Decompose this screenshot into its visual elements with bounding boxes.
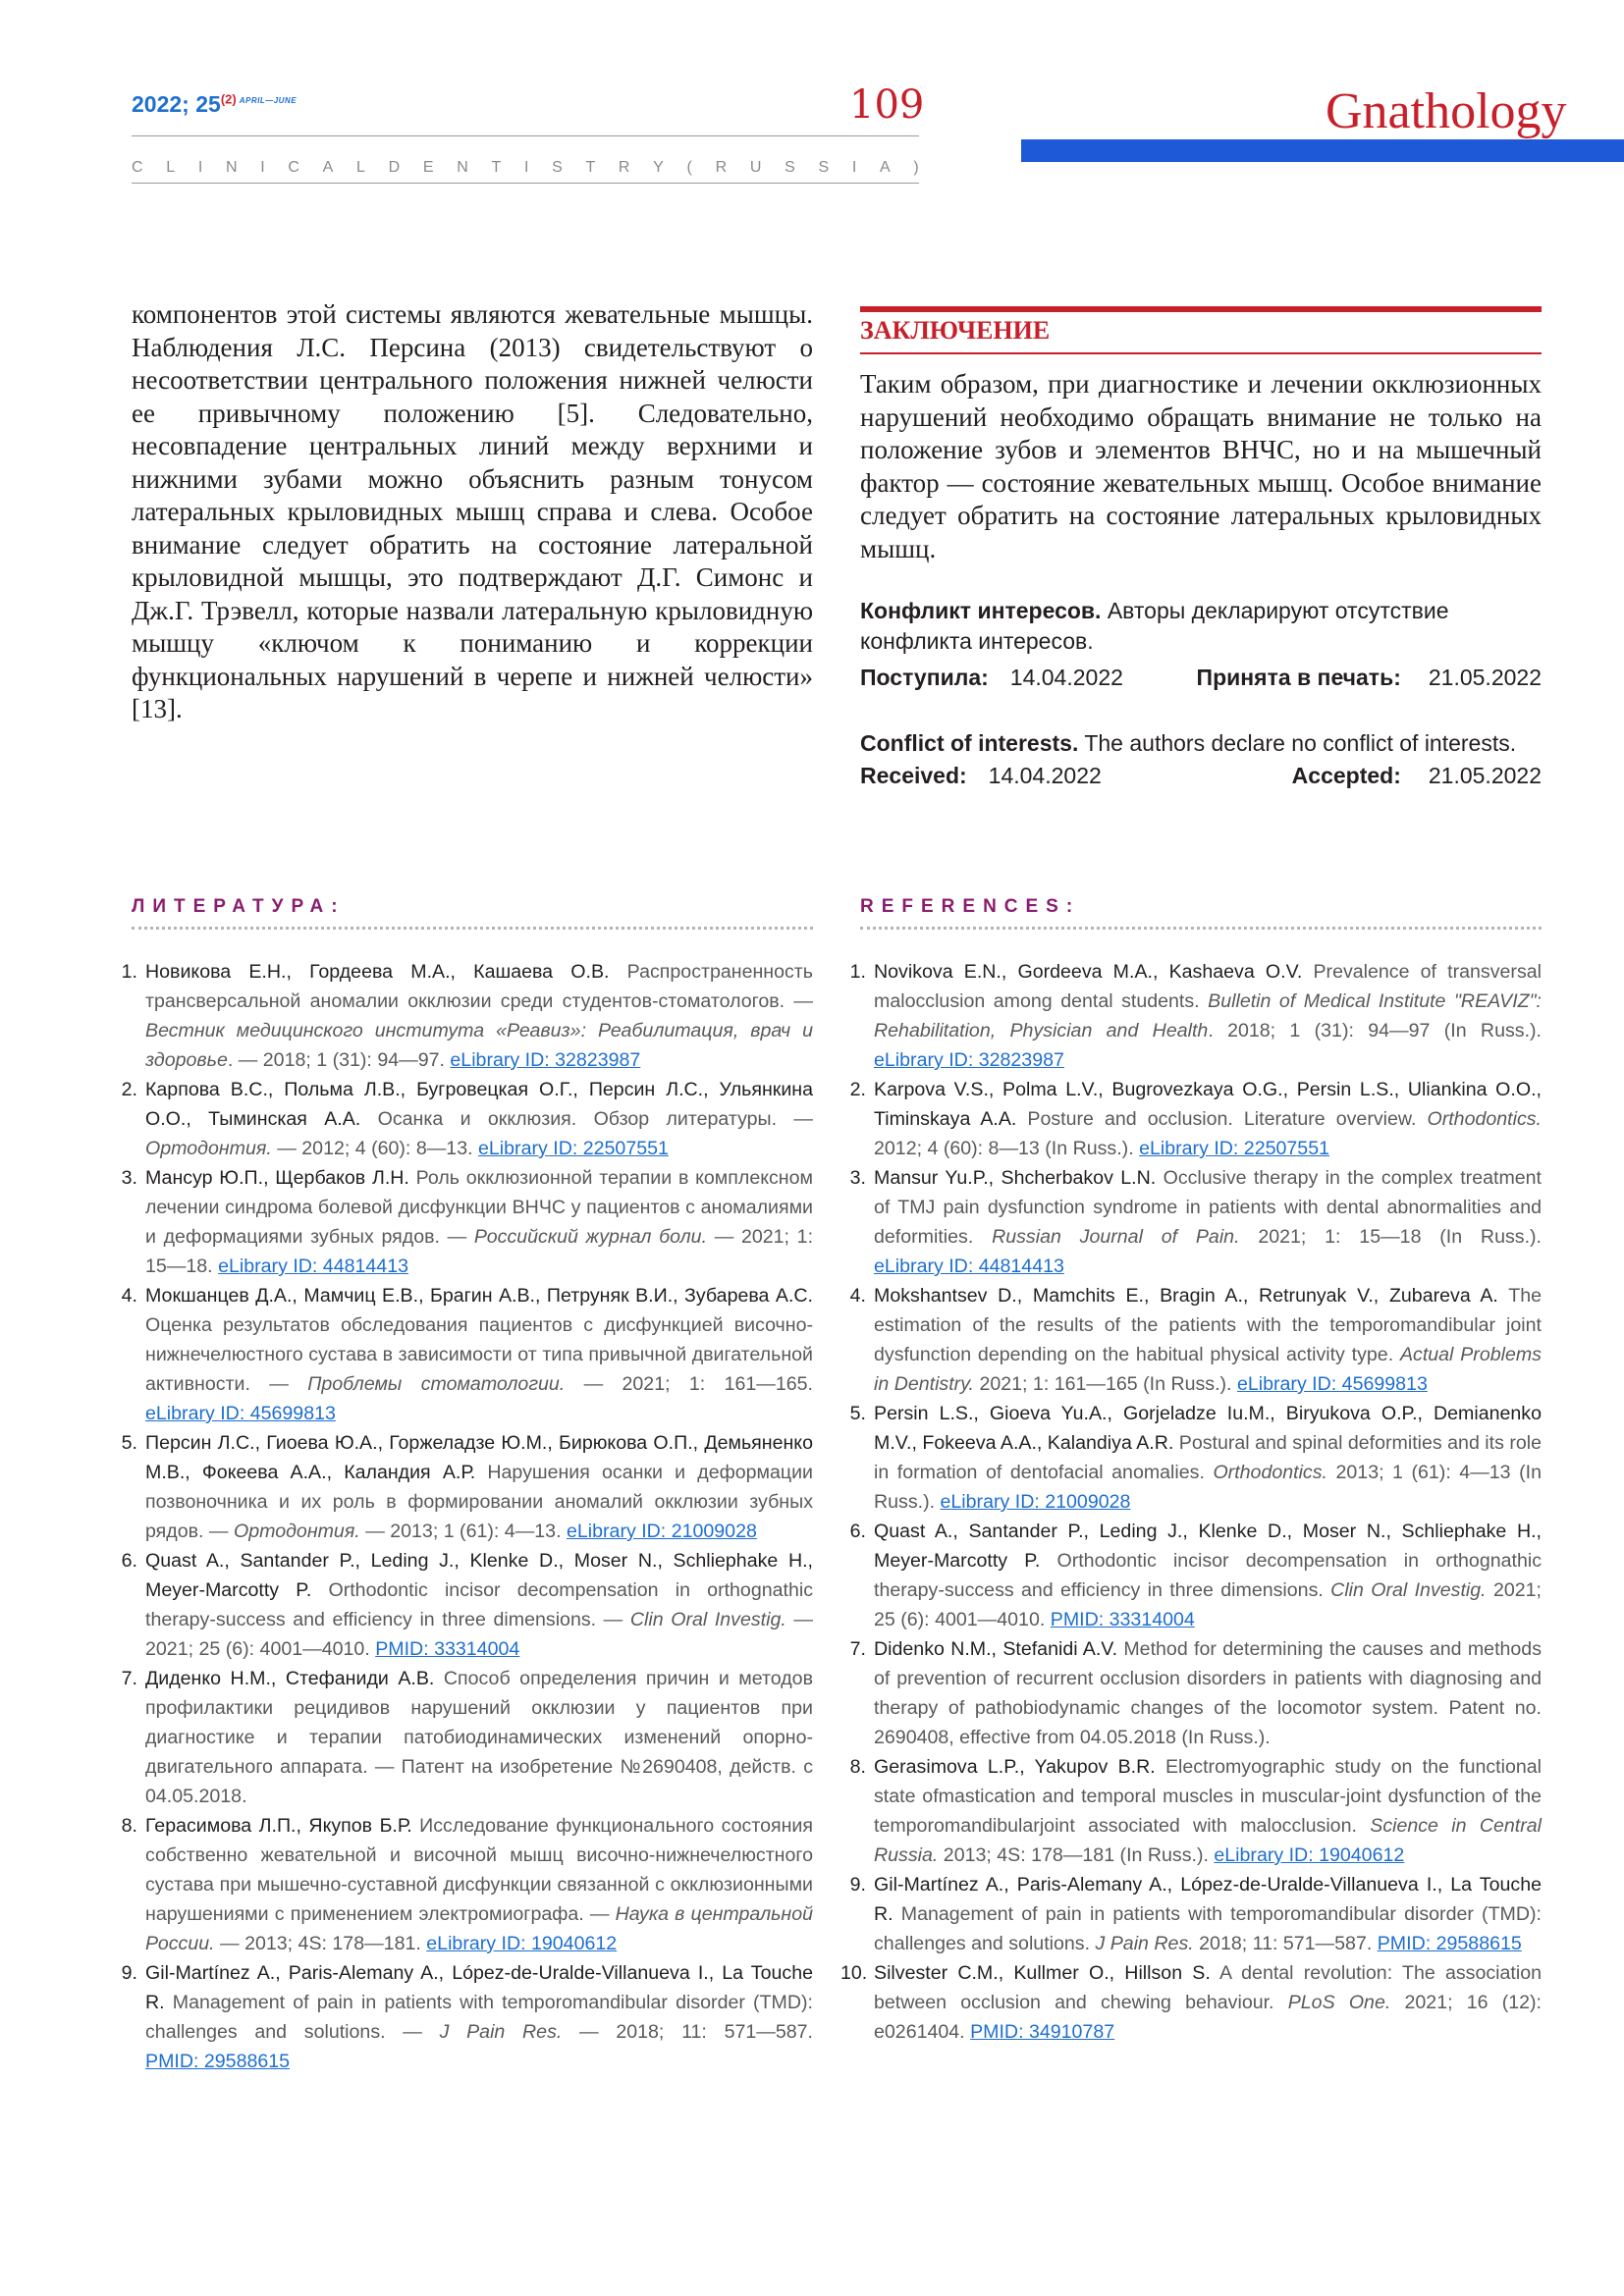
references-list-en	[840, 957, 1542, 2047]
reference-link[interactable]: eLibrary ID: 45699813	[145, 1403, 336, 1424]
accepted-date-ru: 21.05.2022	[1428, 665, 1542, 690]
reference-title: Postural and spinal deformities and its role in formation of dentofacial anomalies.	[874, 1432, 1542, 1483]
reference-title: Orthodontic incisor decompensation in orthognathic therapy-success and efficiency in three dimensions.	[874, 1550, 1543, 1601]
reference-item	[840, 1958, 1542, 2047]
reference-number: 1.	[849, 961, 866, 983]
reference-authors: Novikova E.N., Gordeeva M.A., Kashaeva O.V.	[874, 961, 1303, 983]
reference-link[interactable]: eLibrary ID: 32823987	[874, 1049, 1064, 1071]
reference-link[interactable]: eLibrary ID: 19040612	[1214, 1844, 1405, 1866]
received-date-en: 14.04.2022	[988, 763, 1102, 788]
reference-number: 8.	[121, 1815, 137, 1837]
reference-authors: Gil-Martínez A., Paris-Alemany A., López-de-Uralde-Villanueva I., La Touche R.	[874, 1874, 1542, 1925]
reference-link[interactable]: eLibrary ID: 44814413	[874, 1255, 1064, 1277]
conclusion-text: Таким образом, при диагностике и лечении окклюзионных нарушений необходимо обращать внимание не только на положение зубов и элементов ВНЧС, но и на мышечный фактор — состояние жевательных мышц. Особое внимание следует обратить на состояние латеральных крыловидных мышц.	[860, 369, 1542, 563]
reference-authors: Персин Л.С., Гиоева Ю.А., Горжеладзе Ю.М., Бирюкова О.П., Демьяненко М.В., Фокеева А.А., Каландия А.Р.	[145, 1432, 813, 1483]
reference-link[interactable]: eLibrary ID: 32823987	[450, 1049, 641, 1071]
reference-number: 2.	[121, 1079, 137, 1100]
reference-authors: Герасимова Л.П., Якупов Б.Р.	[145, 1815, 412, 1837]
received-date-ru: 14.04.2022	[1009, 665, 1123, 690]
reference-details: 2021; 1: 161—165 (In Russ.).	[979, 1373, 1232, 1395]
conflict-of-interest-ru	[860, 596, 1542, 657]
conclusion-rule-top	[860, 306, 1542, 312]
reference-number: 2.	[849, 1079, 866, 1100]
reference-authors: Mansur Yu.P., Shcherbakov L.N.	[874, 1167, 1157, 1189]
reference-source: Проблемы стоматологии.	[307, 1373, 566, 1395]
reference-authors: Gil-Martínez A., Paris-Alemany A., López-de-Uralde-Villanueva I., La Touche R.	[145, 1962, 813, 2013]
running-title-letter: I	[523, 159, 529, 176]
reference-link[interactable]: PMID: 33314004	[375, 1638, 520, 1660]
received-label-ru: Поступила:	[860, 665, 989, 690]
running-title-letter: L	[356, 159, 366, 176]
reference-title: Способ определения причин и методов профилактики рецидивов нарушений окклюзии у пациентов при диагностике и терапии патобиодинамических изменений опорно-двигательного аппарата. — Патент на изобретение №2690408, действ. с 04.05.2018.	[145, 1668, 813, 1807]
reference-item	[112, 1811, 813, 1958]
reference-details: — 2021; 1: 161—165.	[583, 1373, 813, 1395]
header-rule-top	[132, 135, 919, 136]
reference-source: PLoS One.	[1287, 1992, 1391, 2013]
reference-title: Orthodontic incisor decompensation in orthognathic therapy-success and efficiency in three dimensions. —	[145, 1579, 814, 1630]
reference-item	[840, 1517, 1542, 1634]
accepted-label-en: Accepted:	[1291, 763, 1401, 788]
running-title-letter: R	[618, 159, 630, 176]
running-title-letter: E	[422, 159, 434, 176]
reference-item	[840, 1281, 1542, 1399]
reference-details: — 2013; 4S: 178—181.	[220, 1933, 421, 1954]
reference-authors: Диденко Н.М., Стефаниди А.В.	[145, 1668, 435, 1689]
accepted-date-en: 21.05.2022	[1428, 763, 1542, 788]
reference-details: 2012; 4 (60): 8—13 (In Russ.).	[874, 1138, 1134, 1159]
reference-title: Method for determining the causes and methods of prevention of recurrent occlusion disorders in patients with diagnosing and therapy of pathobiodynamic changes of the locomotor system. Patent no. 2690408, effective from 04.05.2018 (In Russ.).	[874, 1638, 1542, 1748]
running-title-letter: I	[197, 159, 203, 176]
coi-label-en: Conflict of interests.	[860, 730, 1079, 756]
reference-item	[112, 957, 813, 1075]
reference-title: Prevalence of transversal malocclusion among dental students.	[874, 961, 1542, 1012]
journal-section-title: Gnathology	[1326, 83, 1567, 139]
reference-authors: Новикова Е.Н., Гордеева М.А., Кашаева О.В.	[145, 961, 610, 983]
running-title-letter: (	[686, 159, 693, 176]
reference-authors: Persin L.S., Gioeva Yu.A., Gorjeladze Iu.M., Biryukova O.P., Demianenko M.V., Fokeeva A.A., Kalandiya A.R.	[874, 1403, 1542, 1454]
running-title-letter: S	[552, 159, 564, 176]
reference-authors: Gerasimova L.P., Yakupov B.R.	[874, 1756, 1156, 1778]
reference-title: Нарушения осанки и деформации позвоночника и их роль в формировании аномалий окклюзии зубных рядов. —	[145, 1462, 813, 1542]
reference-source: Bulletin of Medical Institute "REAVIZ": Rehabilitation, Physician and Health	[874, 990, 1542, 1041]
reference-number: 3.	[849, 1167, 866, 1189]
reference-item	[112, 1075, 813, 1163]
reference-details: 2021; 1: 15—18 (In Russ.).	[1258, 1226, 1542, 1248]
running-title-letter: S	[785, 159, 796, 176]
reference-details: . — 2018; 1 (31): 94—97.	[227, 1049, 445, 1071]
reference-item	[112, 1428, 813, 1546]
reference-source: J Pain Res.	[439, 2021, 563, 2043]
accepted-label-ru: Принята в печать:	[1196, 665, 1401, 690]
reference-details: — 2021; 25 (6): 4001—4010.	[145, 1609, 813, 1660]
reference-number: 6.	[121, 1550, 137, 1572]
reference-link[interactable]: eLibrary ID: 21009028	[566, 1521, 757, 1542]
reference-details: 2013; 1 (61): 4—13 (In Russ.).	[874, 1462, 1542, 1513]
reference-number: 5.	[121, 1432, 137, 1454]
reference-number: 3.	[121, 1167, 137, 1189]
reference-item	[112, 1958, 813, 2076]
reference-link[interactable]: eLibrary ID: 22507551	[478, 1138, 669, 1159]
reference-source: Ортодонтия.	[233, 1521, 360, 1542]
reference-number: 10.	[840, 1962, 868, 1984]
reference-item	[840, 1752, 1542, 1870]
reference-link[interactable]: PMID: 29588615	[145, 2051, 291, 2072]
reference-title: Осанка и окклюзия. Обзор литературы. —	[377, 1108, 813, 1130]
reference-link[interactable]: PMID: 34910787	[970, 2021, 1115, 2043]
issue-number: 2022; 25	[132, 91, 221, 117]
reference-number: 4.	[121, 1285, 137, 1307]
reference-link[interactable]: PMID: 33314004	[1050, 1609, 1195, 1630]
references-list-ru	[112, 957, 813, 2076]
reference-source: Российский журнал боли.	[473, 1226, 708, 1248]
conclusion-rule-bottom	[860, 352, 1542, 354]
reference-number: 8.	[849, 1756, 866, 1778]
reference-title: Оценка результатов обследования пациентов с дисфункцией височно-нижнечелюстного сустава в зависимости от типа привычной двигательной активности. —	[145, 1314, 813, 1395]
running-title-letter: A	[322, 159, 334, 176]
reference-number: 1.	[121, 961, 137, 983]
reference-item	[840, 1634, 1542, 1752]
reference-title: A dental revolution: The association between occlusion and chewing behaviour.	[874, 1962, 1542, 2013]
running-title	[132, 159, 919, 177]
reference-item	[840, 1075, 1542, 1163]
references-divider-en	[860, 927, 1542, 930]
reference-source: Наука в центральной России.	[145, 1903, 813, 1954]
running-title-letter: N	[225, 159, 238, 176]
reference-item	[840, 1163, 1542, 1281]
issue-info	[132, 91, 297, 118]
reference-source: Russian Journal of Pain.	[992, 1226, 1240, 1248]
running-title-letter: T	[491, 159, 502, 176]
reference-number: 7.	[849, 1638, 866, 1660]
reference-source: Вестник медицинского института «Реавиз»: Реабилитация, врач и здоровье	[145, 1020, 813, 1071]
running-title-letter: C	[132, 159, 143, 176]
reference-number: 9.	[849, 1874, 866, 1896]
issue-months: APRIL—JUNE	[239, 96, 298, 106]
running-title-letter: I	[260, 159, 265, 176]
reference-source: J Pain Res.	[1095, 1933, 1194, 1954]
reference-source: Clin Oral Investig.	[1330, 1579, 1487, 1601]
running-title-letter: N	[457, 159, 469, 176]
reference-link[interactable]: eLibrary ID: 22507551	[1139, 1138, 1329, 1159]
reference-title: Management of pain in patients with temporomandibular disorder (TMD): challenges and solutions.	[874, 1903, 1542, 1954]
reference-details: . 2018; 1 (31): 94—97 (In Russ.).	[1208, 1020, 1542, 1041]
reference-item	[112, 1163, 813, 1281]
reference-authors: Didenko N.M., Stefanidi A.V.	[874, 1638, 1118, 1660]
reference-link[interactable]: eLibrary ID: 44814413	[218, 1255, 408, 1277]
reference-authors: Мокшанцев Д.А., Мамчиц Е.В., Брагин А.В., Петруняк В.И., Зубарева А.С.	[145, 1285, 813, 1307]
reference-title: Electromyographic study on the functional state ofmastication and temporal muscles in muscular-joint dysfunction of the temporomandibularjoint associated with malocclusion.	[874, 1756, 1543, 1837]
reference-title: Роль окклюзионной терапии в комплексном лечении синдрома болевой дисфункции ВНЧС у пациентов с аномалиями и деформациями зубных рядов. —	[145, 1167, 813, 1248]
reference-details: 2013; 4S: 178—181 (In Russ.).	[943, 1844, 1209, 1866]
reference-title: Исследование функционального состояния собственно жевательной и височной мышц височно-нижнечелюстного сустава при мышечно-суставной дисфункции связанной с окклюзионными нарушениями с применением электромиографа. —	[145, 1815, 813, 1925]
references-heading-ru: ЛИТЕРАТУРА:	[132, 896, 346, 917]
reference-link[interactable]: eLibrary ID: 21009028	[940, 1491, 1131, 1513]
running-title-letter: T	[585, 159, 596, 176]
reference-details: 2021; 16 (12): e0261404.	[874, 1992, 1542, 2043]
reference-item	[840, 957, 1542, 1075]
reference-authors: Quast A., Santander P., Leding J., Klenke D., Moser N., Schliephake H., Meyer-Marcotty P.	[874, 1521, 1542, 1572]
reference-title: The estimation of the results of the patients with the temporomandibular joint dysfunction depending on the habitual physical activity type.	[874, 1285, 1543, 1365]
reference-authors: Mokshantsev D., Mamchits E., Bragin A., Retrunyak V., Zubareva A.	[874, 1285, 1498, 1307]
reference-title: Распространенность трансверсальной аномалии окклюзии среди студентов-стоматологов. —	[145, 961, 813, 1012]
reference-number: 5.	[849, 1403, 866, 1424]
running-title-letter: C	[288, 159, 300, 176]
references-heading-en: REFERENCES:	[860, 896, 1081, 917]
reference-source: Clin Oral Investig.	[629, 1609, 786, 1630]
conflict-of-interest-en	[860, 728, 1542, 759]
reference-number: 4.	[849, 1285, 866, 1307]
received-label-en: Received:	[860, 763, 967, 788]
running-title-letter: S	[818, 159, 830, 176]
reference-item	[840, 1399, 1542, 1517]
reference-source: Science in Central Russia.	[874, 1815, 1542, 1866]
reference-number: 7.	[121, 1668, 137, 1689]
body-paragraph: компонентов этой системы являются жевательные мышцы. Наблюдения Л.С. Персина (2013) свидетельствуют о несоответствии центрального положения нижней челюсти ее привычному положению [5]. Следовательно, несовпадение центральных линий между верхними и нижними зубами можно объяснить разным тонусом латеральных крыловидных мышц справа и слева. Особое внимание следует обратить на состояние латеральной крыловидной мышцы, это подтверждают Д.Г. Симонс и Дж.Г. Трэвелл, которые назвали латеральную крыловидную мышцу «ключом к пониманию и коррекции функциональных нарушений в черепе и нижней челюсти» [13].	[132, 299, 813, 723]
coi-label-ru: Конфликт интересов.	[860, 598, 1102, 623]
dates-en	[860, 761, 1542, 791]
reference-source: Orthodontics.	[1427, 1108, 1542, 1130]
coi-text-ru: Авторы декларируют отсутствие конфликта интересов.	[860, 598, 1449, 654]
running-title-letter: U	[749, 159, 762, 176]
reference-link[interactable]: eLibrary ID: 19040612	[426, 1933, 618, 1954]
reference-source: Orthodontics.	[1213, 1462, 1327, 1483]
reference-item	[112, 1281, 813, 1428]
header-rule-bottom	[132, 183, 919, 184]
running-title-letter: D	[388, 159, 401, 176]
header-accent-bar	[1021, 139, 1624, 162]
running-title-letter: L	[166, 159, 176, 176]
issue-sup: (2)	[220, 91, 237, 107]
reference-details: — 2021; 1: 15—18.	[145, 1226, 814, 1277]
reference-item	[112, 1664, 813, 1811]
reference-details: — 2018; 11: 571—587.	[579, 2021, 813, 2043]
reference-source: Actual Problems in Dentistry.	[874, 1344, 1542, 1395]
reference-authors: Karpova V.S., Polma L.V., Bugrovezkaya O.G., Persin L.S., Uliankina O.O., Timinskaya A.A.	[874, 1079, 1542, 1130]
running-title-letter: A	[879, 159, 891, 176]
page-number: 109	[849, 82, 925, 128]
reference-authors: Мансур Ю.П., Щербаков Л.Н.	[145, 1167, 409, 1189]
reference-title: Occlusive therapy in the complex treatment of TMJ pain dysfunction syndrome in patients with dental abnormalities and deformities.	[874, 1167, 1543, 1248]
reference-details: — 2012; 4 (60): 8—13.	[277, 1138, 473, 1159]
reference-number: 9.	[121, 1962, 137, 1984]
reference-details: — 2013; 1 (61): 4—13.	[365, 1521, 562, 1542]
reference-authors: Карпова В.С., Польма Л.В., Бугровецкая О.Г., Персин Л.С., Ульянкина О.О., Тыминская А.А.	[145, 1079, 813, 1130]
reference-authors: Silvester C.M., Kullmer O., Hillson S.	[874, 1962, 1211, 1984]
references-divider-ru	[132, 927, 813, 930]
reference-title: Posture and occlusion. Literature overview.	[1027, 1108, 1417, 1130]
reference-link[interactable]: PMID: 29588615	[1377, 1933, 1522, 1954]
reference-source: Ортодонтия.	[145, 1138, 272, 1159]
reference-details: 2021; 25 (6): 4001—4010.	[874, 1579, 1542, 1630]
reference-item	[840, 1870, 1542, 1958]
reference-link[interactable]: eLibrary ID: 45699813	[1236, 1373, 1428, 1395]
running-title-letter: Y	[653, 159, 665, 176]
coi-text-en: The authors declare no conflict of interests.	[1084, 730, 1517, 756]
reference-item	[112, 1546, 813, 1664]
dates-ru	[860, 663, 1542, 693]
running-title-letter: R	[715, 159, 728, 176]
reference-authors: Quast A., Santander P., Leding J., Klenke D., Moser N., Schliephake H., Meyer-Marcotty P.	[145, 1550, 813, 1601]
reference-details: 2018; 11: 571—587.	[1199, 1933, 1373, 1954]
reference-number: 6.	[849, 1521, 866, 1542]
reference-title: Management of pain in patients with temporomandibular disorder (TMD): challenges and solutions. —	[145, 1992, 813, 2043]
running-title-letter: )	[913, 159, 919, 176]
conclusion-heading: ЗАКЛЮЧЕНИЕ	[860, 316, 1051, 345]
running-title-letter: I	[851, 159, 857, 176]
